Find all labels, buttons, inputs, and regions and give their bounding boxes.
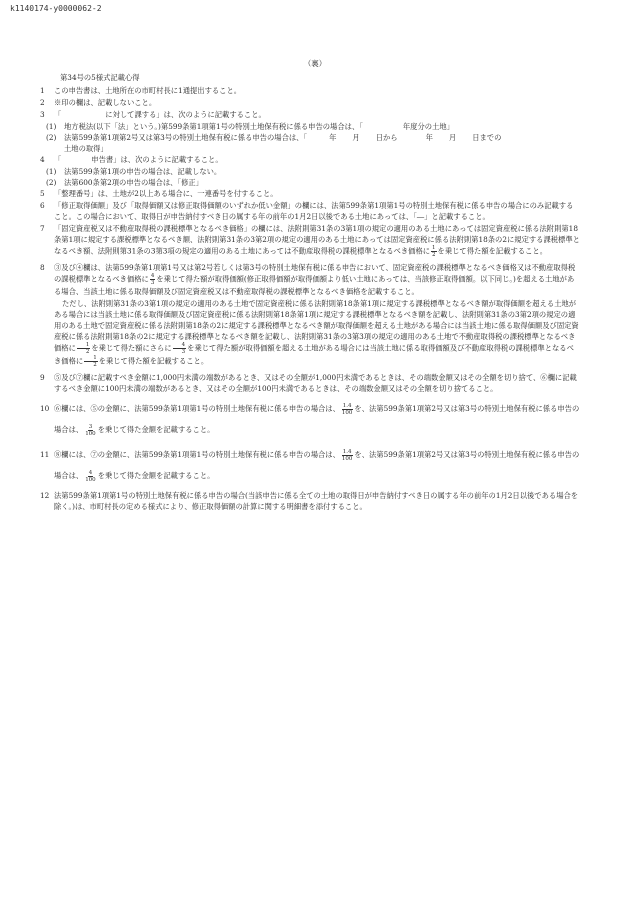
sub-text: 法第600条第2項の申告の場合は、「修正」 (64, 178, 203, 187)
instructions-body (40, 85, 580, 513)
sub-text: 法第599条第1項の申告の場合は、記載しない。 (64, 167, 222, 176)
text-part: 年 (329, 133, 337, 142)
item-number: 2 (40, 98, 45, 107)
text-part: を乗じて得た額が取得価額(修正取得価額が取得価額より低い土地にあっては、当該修正取得価額。以下同じ。)を超える土地がある場合、当該土地に係る取得価額及び固定資産税又は不動産取得税の課税標準となるべき価格を記載すること。 (54, 274, 575, 296)
text-part: を乗じて得た額を記載すること。 (437, 246, 547, 256)
text-part: 法第599条第1項第2号又は第3号の特別土地保有税に係る申告の場合は、「 (64, 133, 308, 142)
text-part: を乗じて得た額を記載すること。 (98, 356, 209, 366)
text-part: 日から (375, 133, 398, 142)
text-part: 「 (54, 110, 62, 119)
item-text: 法第599条第1項第1号の特別土地保有税に係る申告の場合(当該申告に係る全ての土地の取得日が申告納付すべき日の属する年の前年の1月2日以後である場合を除く。)は、市町村長の定める様式により、修正取得価額の計算に関する明細書を添付すること。 (54, 491, 579, 511)
denominator: 100 (341, 455, 353, 462)
instruction-5 (40, 188, 580, 199)
numerator: 1 (84, 355, 98, 362)
page-side-label: （裏） (303, 59, 327, 68)
instruction-11 (40, 444, 580, 486)
text-part: 年 (425, 133, 433, 142)
item-number: 5 (40, 189, 45, 198)
item-number: 8 (40, 263, 45, 272)
fraction-one-half (431, 245, 437, 258)
fraction-3-per-100 (84, 424, 97, 437)
fraction-1-4-per-100 (341, 449, 354, 462)
fraction-one-half (84, 355, 98, 368)
item-text: 「修正取得価額」及び「取得価額又は修正取得価額のいずれか低い金額」の欄には、法第599条第1項第1号の特別土地保有税に係る申告の場合にのみ記載すること。この場合において、取得日が申告納付すべき日の属する年の前年の1月2日以後である土地にあっては、「―」と記載すること。 (54, 201, 574, 221)
item-text: ※印の欄は、記載しないこと。 (54, 98, 157, 107)
sub-number: (1) (46, 167, 57, 176)
denominator: 100 (85, 430, 96, 437)
item-number: 11 (40, 450, 50, 459)
text-part: 「 (54, 155, 62, 164)
item-text: この申告書は、土地所在の市町村長に1通提出すること。 (54, 86, 242, 95)
numerator: 4 (88, 469, 93, 476)
sub-number: (2) (46, 133, 57, 142)
text-part: を、法第599条第1項第2号又は第3号の特別土地保有税に係る申告の場合は、 (54, 450, 580, 480)
fraction-four-thirds (173, 342, 187, 355)
text-part: に対して課する」は、次のように記載すること。 (105, 110, 266, 119)
text-part: ⑧欄には、⑦の金額に、法第599条第1項第1号の特別土地保有税に係る申告の場合は、 (54, 450, 340, 459)
instruction-3-2 (40, 132, 580, 154)
fraction-4-per-100 (84, 470, 97, 483)
text-part: を乗じて得た金額を記載すること。 (97, 471, 215, 480)
item-number: 12 (40, 491, 50, 500)
document-id: k1140174-y0000062-2 (10, 4, 102, 13)
denominator: 2 (432, 252, 436, 258)
item-text (54, 298, 580, 368)
instruction-6 (40, 200, 580, 222)
numerator: 4 (173, 342, 187, 349)
form-title: 第34号の5様式記載心得 (60, 73, 140, 82)
denominator: 2 (85, 349, 90, 355)
instruction-3 (40, 109, 580, 120)
text-part: 申告書」は、次のように記載すること。 (91, 155, 223, 164)
instruction-1 (40, 85, 580, 96)
numerator: 1.4 (342, 448, 352, 455)
instruction-7 (40, 223, 580, 258)
instruction-3-1 (40, 121, 580, 132)
denominator: 100 (85, 476, 96, 483)
numerator: 3 (88, 423, 93, 430)
sub-number: (2) (46, 178, 57, 187)
text-part: 月 (448, 133, 457, 142)
item-text (54, 154, 580, 165)
text-part: 月 (352, 133, 360, 142)
text-part: を、法第599条第1項第2号又は第3号の特別土地保有税に係る申告の場合は、 (54, 404, 580, 434)
fraction-one-half (77, 342, 91, 355)
item-number: 1 (40, 86, 45, 95)
item-number: 7 (40, 224, 45, 233)
text-part: ③及び④欄は、法第599条第1項第1号又は第2号若しくは第3号の特別土地保有税に係る申告において、固定資産税の課税標準となるべき価格又は不動産取得税の課税標準となるべき価格に (54, 263, 576, 284)
sub-text (64, 132, 580, 154)
text-part: 土地の取得」 (64, 144, 108, 153)
text-part: 「固定資産税又は不動産取得税の課税標準となるべき価格」の欄には、法附則第31条の3第1項の規定の適用のある土地にあっては固定資産税に係る法附則第18条第1項に規定する課税標準となるべき額、法附則第31条の3第2項の規定の適用のある土地にあっては固定資産税に係る法附則第18条の2に規定する課税標準となるべき額、法附則第31条の3第3項の規定の適用のある土地にあっては不動産取得税の課税標準となるべき価格に (54, 224, 580, 256)
text-part: 日までの (472, 133, 502, 142)
item-number: 3 (40, 110, 45, 119)
instruction-9 (40, 372, 580, 394)
item-text (54, 398, 580, 440)
fraction-four-thirds (150, 273, 156, 286)
item-number: 9 (40, 373, 45, 382)
sub-text (64, 121, 580, 132)
instruction-12 (40, 490, 580, 512)
instruction-2 (40, 97, 580, 108)
denominator: 3 (181, 349, 186, 355)
text-part: 年度分の土地」 (402, 122, 454, 131)
text-part: ⑥欄には、⑤の金額に、法第599条第1項第1号の特別土地保有税に係る申告の場合は、 (54, 404, 340, 413)
text-part: 地方税法(以下「法」という。)第599条第1項第1号の特別土地保有税に係る申告の場合は、「 (64, 122, 363, 131)
denominator: 100 (341, 409, 353, 416)
item-number: 4 (40, 155, 45, 164)
instruction-4-2 (40, 177, 580, 188)
item-text (54, 109, 580, 120)
item-text (54, 262, 580, 297)
numerator: 1 (77, 342, 91, 349)
text-part: ただし、法附則第31条の3第1項の規定の適用のある土地で固定資産税に係る法附則第18条第1項に規定する課税標準となるべき額が取得価額を超える土地がある場合には当該土地に係る取得価額及び固定資産税に係る法附則第18条第1項に規定する課税標準となるべき額を記載し、法附則第31条の3第2項の規定の適用のある土地で固定資産税に係る法附則第18条の2に規定する課税標準となるべき額が取得価額を超える土地がある場合には当該土地に係る取得価額及び固定資産税に係る法附則第18条の2に規定する課税標準となるべき額を記載し、法附則第31条の3第3項の規定の適用のある土地で不動産取得税の課税標準となるべき価格に (54, 299, 579, 353)
fraction-1-4-per-100 (341, 403, 354, 416)
text-part: を乗じて得た金額を記載すること。 (97, 425, 215, 434)
text-part: を乗じて得た額が取得価額を超える土地がある場合には当該土地に係る取得価額及び不動産取得税の課税標準となるべき価格に (54, 343, 574, 366)
numerator: 1.4 (342, 402, 352, 409)
denominator: 2 (93, 362, 97, 368)
numerator: 4 (150, 273, 155, 279)
text-part: を乗じて得た額にさらに (91, 343, 172, 353)
item-number: 6 (40, 201, 45, 210)
instruction-8 (40, 262, 580, 297)
denominator: 3 (150, 280, 155, 286)
item-text: ⑤及び⑦欄に記載すべき金額に1,000円未満の端数があるとき、又はその全額が1,000円未満であるときは、その端数金額又はその全額を切り捨て、⑥欄に記載するべき金額に100円未満の端数があるとき、又はその全額が100円未満であるときは、その端数金額又はその全額を切り捨てること。 (54, 373, 577, 393)
instruction-4 (40, 154, 580, 165)
instruction-4-1 (40, 166, 580, 177)
sub-number: (1) (46, 122, 57, 131)
instruction-8-proviso (40, 298, 580, 368)
item-number: 10 (40, 404, 50, 413)
numerator: 1 (432, 245, 436, 251)
item-text (54, 223, 580, 258)
item-text: 「整理番号」は、土地が2以上ある場合に、一連番号を付すること。 (54, 189, 278, 198)
instruction-10 (40, 398, 580, 440)
item-text (54, 444, 580, 486)
